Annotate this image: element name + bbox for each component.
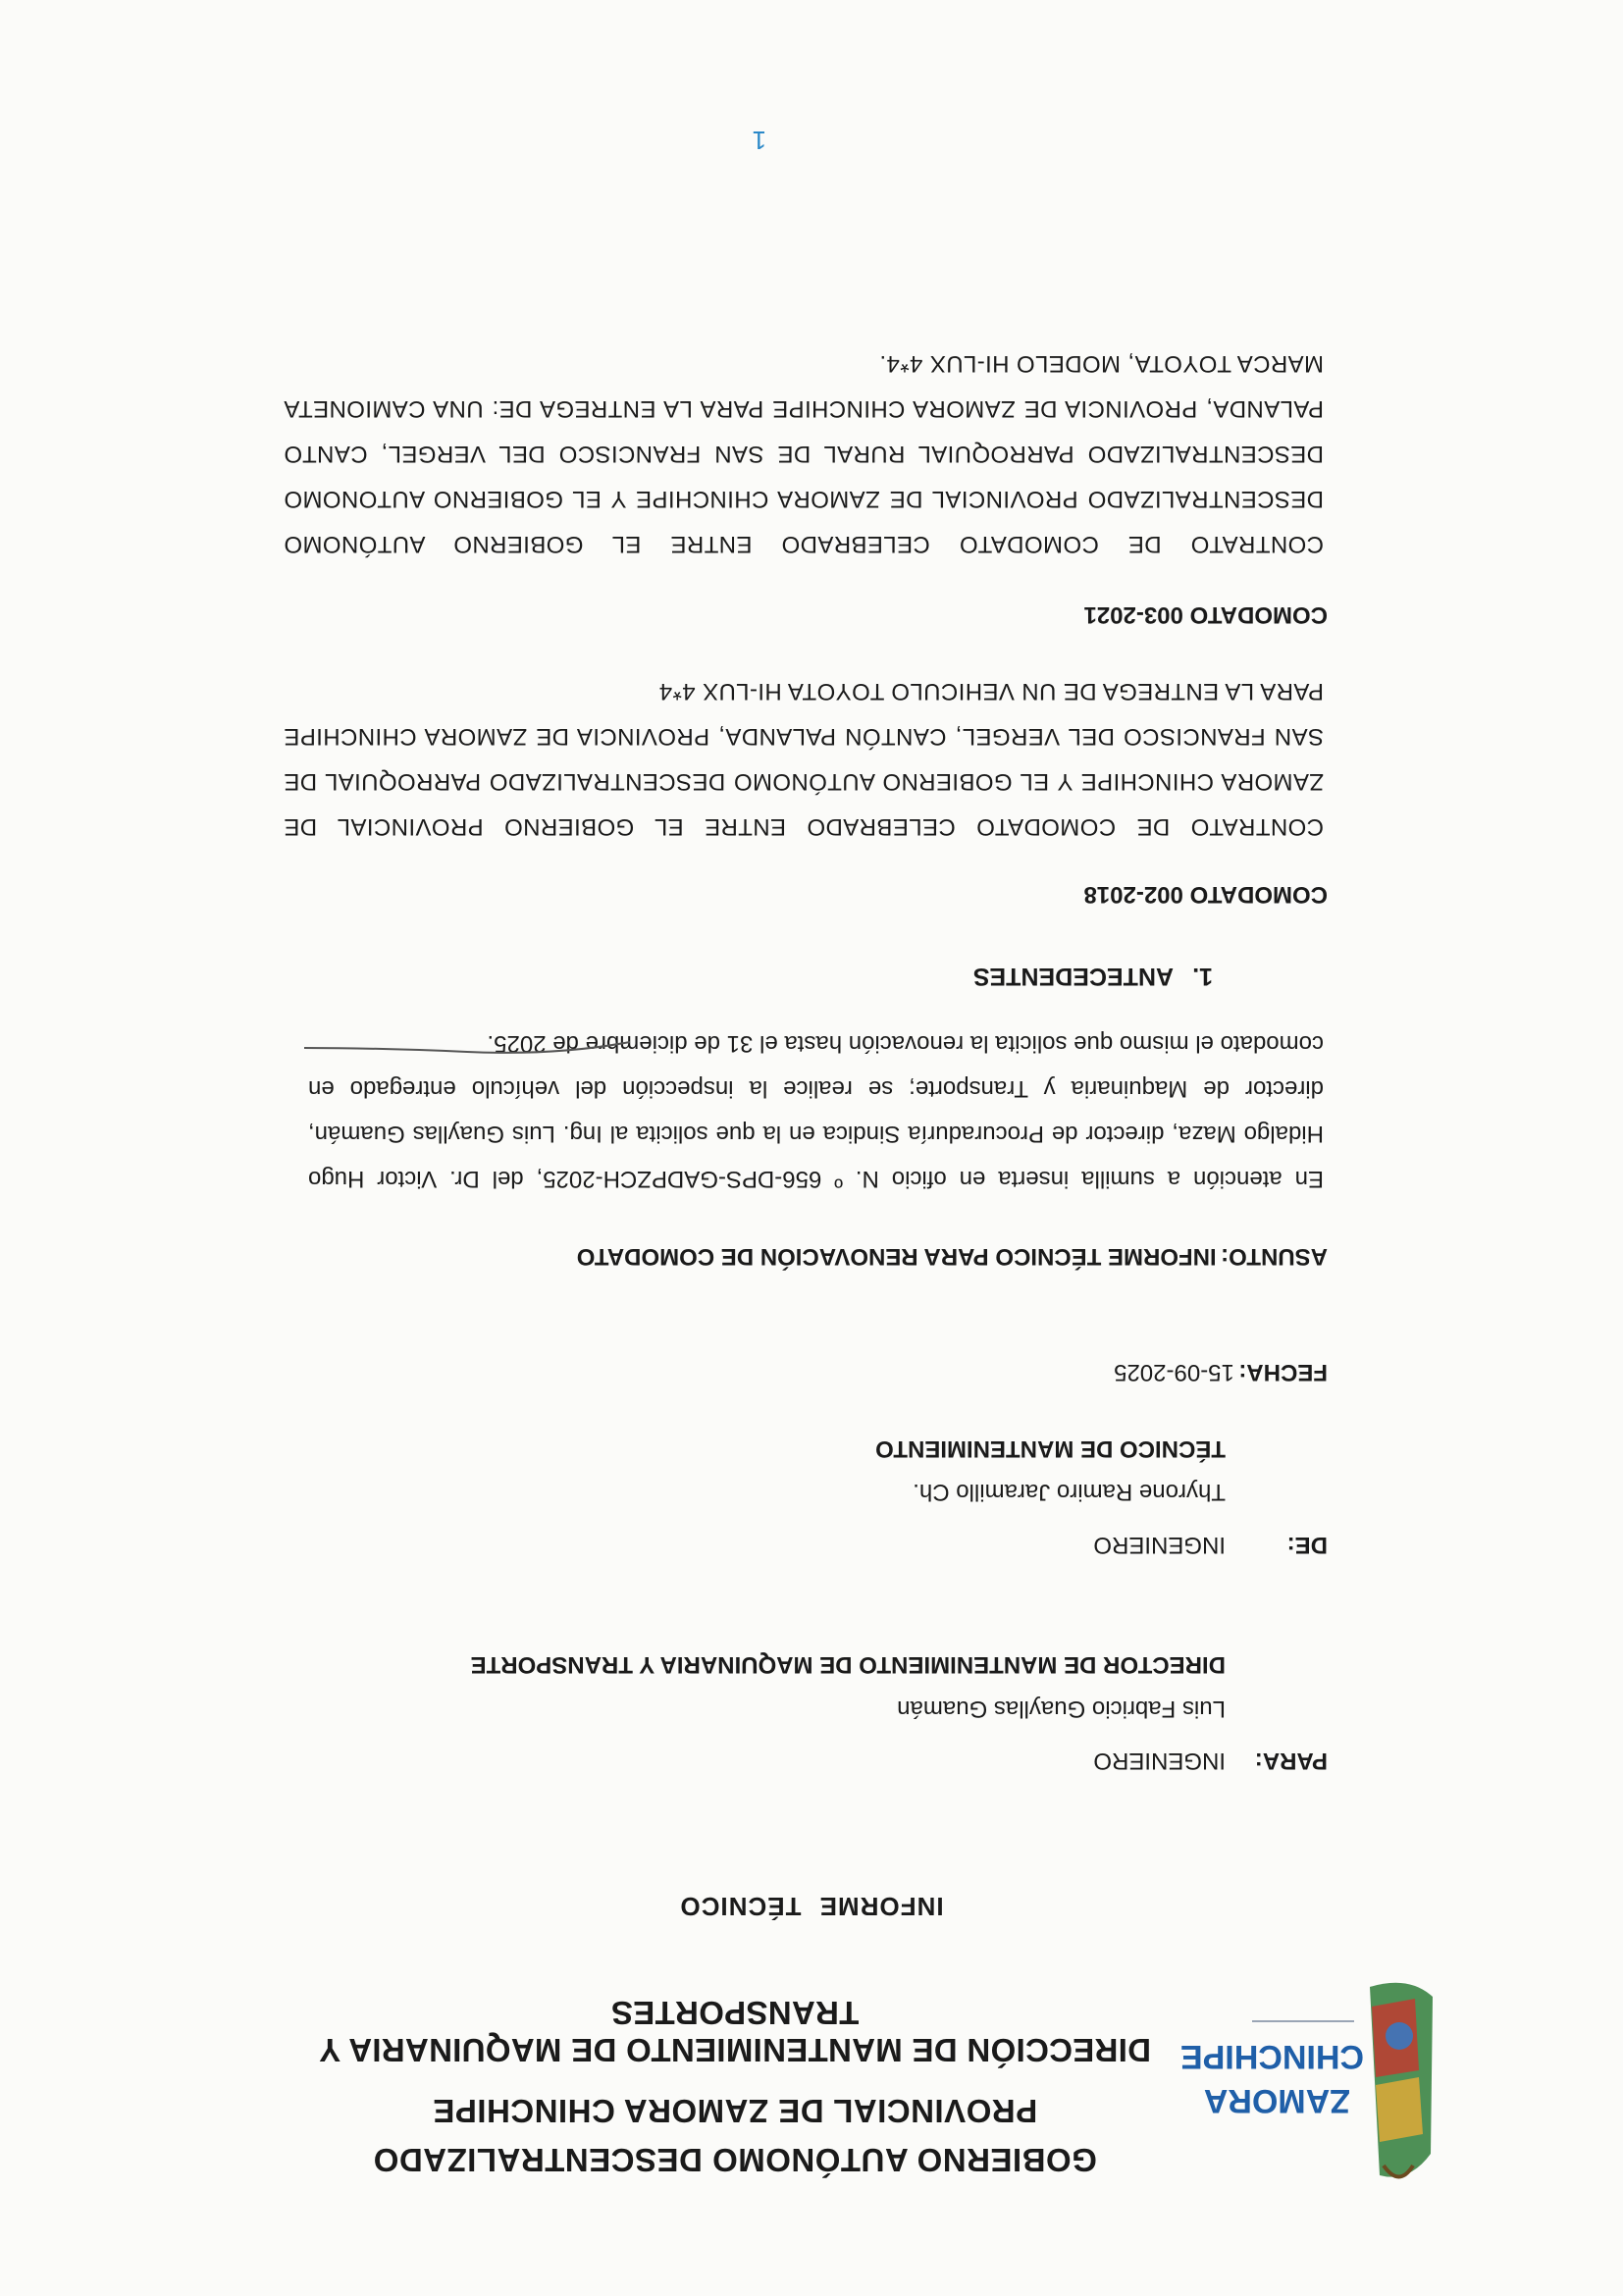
section-number: 1.	[1192, 963, 1213, 990]
para-honorific: INGENIERO	[1093, 1748, 1226, 1774]
asunto-row	[577, 1242, 1328, 1270]
asunto-label: ASUNTO:	[1221, 1243, 1328, 1270]
logo-text-zamora: ZAMORA	[1203, 2082, 1350, 2119]
page-number: 1	[752, 126, 766, 155]
para-label: PARA:	[1254, 1748, 1328, 1774]
de-label: DE:	[1286, 1532, 1328, 1558]
section-antecedentes-heading	[973, 962, 1213, 990]
comodato-1-body: CONTRATO DE COMODATO CELEBRADO ENTRE EL GOBIERNO PROVINCIAL DE ZAMORA CHINCHIPE Y EL GOBIERNO AUTÓNOMO DESCENTRALIZADO PARROQUIAL DE SAN FRANCISCO DEL VERGEL, CANTÓN PALANDA, PROVINCIA DE ZAMORA CHINCHIPE PARA LA ENTREGA DE UN VEHICULO TOYOTA HI-LUX 4*4	[284, 678, 1324, 840]
logo-text-chinchipe: CHINCHIPE	[1179, 2038, 1364, 2075]
handwritten-underline-mark	[300, 1036, 634, 1060]
header-organization	[308, 2086, 1162, 2184]
para-name: Luis Fabricio Guayllas Guamán	[897, 1696, 1226, 1722]
comodato-2-title: COMODATO 003-2021	[1083, 601, 1328, 628]
para-position: DIRECTOR DE MANTENIMIENTO DE MAQUINARIA Y TRANSPORTE	[470, 1651, 1226, 1678]
fecha-label: FECHA:	[1238, 1359, 1328, 1385]
section-title: ANTECEDENTES	[972, 963, 1174, 990]
header-org-line2: PROVINCIAL DE ZAMORA CHINCHIPE	[432, 2093, 1038, 2129]
comodato-1-title: COMODATO 002-2018	[1083, 881, 1328, 908]
de-honorific: INGENIERO	[1093, 1532, 1226, 1558]
de-name: Thyrone Ramiro Jaramillo Ch.	[913, 1479, 1226, 1505]
document-title: INFORME TÉCNICO	[679, 1892, 944, 1921]
fecha-row	[1114, 1358, 1328, 1385]
de-row	[1093, 1531, 1328, 1558]
de-position: TÉCNICO DE MANTENIMIENTO	[875, 1435, 1226, 1462]
comodato-2-body: CONTRATO DE COMODATO CELEBRADO ENTRE EL GOBIERNO AUTÓNOMO DESCENTRALIZADO PROVINCIAL DE ZAMORA CHINCHIPE Y EL GOBIERNO AUTONOMO DESCENTRALIZADO PARROQUIAL RURAL DE SAN FRANCISCO DEL VERGEL, CANTO PALANDA, PROVINCIA DE ZAMORA CHINCHIPE PARA LA ENTREGA DE: UNA CAMIONETA MARCA TOYOTA, MODELO HI-LUX 4*4.	[284, 350, 1324, 557]
asunto-value: INFORME TÉCNICO PARA RENOVACIÓN DE COMODATO	[576, 1243, 1217, 1270]
intro-paragraph: En atención a sumilla inserta en oficio N. º 656-DPS-GADPZCH-2025, del Dr. Victor Hugo Hidalgo Maza, director de Procuraduría Sindica en la que solicita al Ing. Luis Guayllas Guamán, director de Maquinaria y Transporte; se realice la inspección del vehículo entregado en comodato el mismo que solicita la renovación hasta el 31 de diciembre de 2025.	[308, 1030, 1324, 1192]
para-row	[1093, 1747, 1328, 1774]
zamora-chinchipe-logo	[1179, 1967, 1448, 2193]
header-department: DIRECCIÓN DE MANTENIMIENTO DE MAQUINARIA Y TRANSPORTES	[318, 1995, 1152, 2068]
header-org-line1: GOBIERNO AUTÓNOMO DESCENTRALIZADO	[373, 2142, 1097, 2178]
fecha-value: 15-09-2025	[1114, 1359, 1234, 1385]
